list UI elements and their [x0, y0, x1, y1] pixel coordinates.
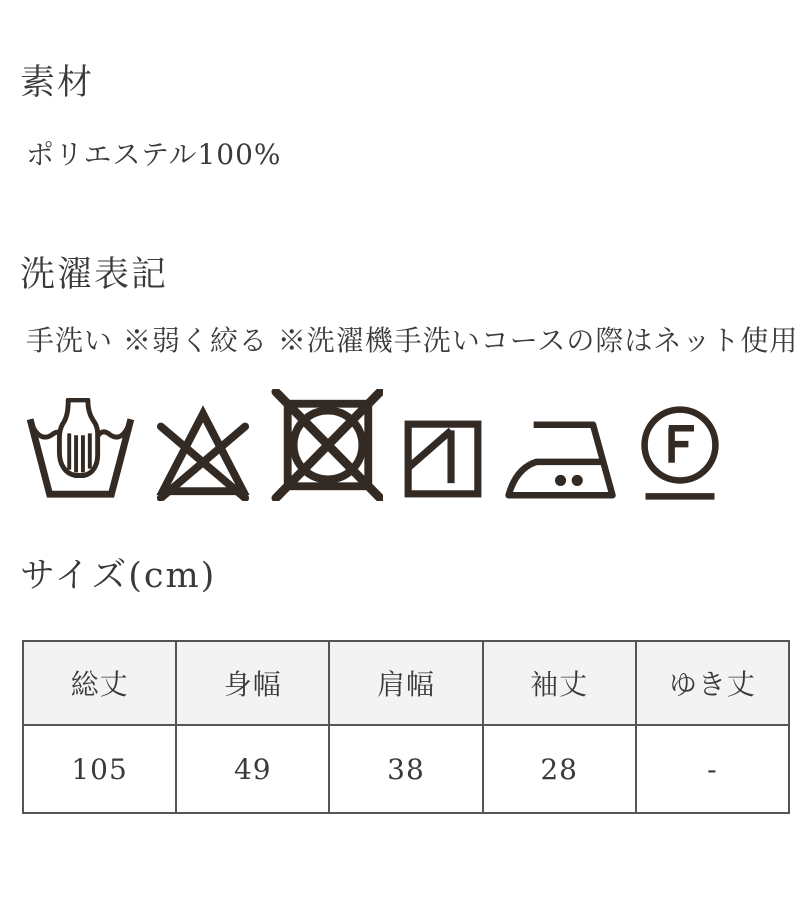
size-value-body-width: 49: [176, 725, 329, 813]
do-not-bleach-icon: [153, 403, 253, 501]
size-heading: サイズ(cm): [20, 556, 217, 597]
care-heading: 洗濯表記: [20, 254, 169, 295]
care-symbols-row: [0, 387, 800, 501]
size-col-body-width: 身幅: [176, 641, 329, 725]
size-table-header-row: [23, 641, 789, 725]
line-dry-in-shade-icon: [401, 417, 485, 501]
material-value: ポリエステル100%: [26, 138, 282, 172]
size-col-total-length: 総丈: [23, 641, 176, 725]
dry-clean-petroleum-gentle-icon: [637, 404, 723, 501]
size-col-shoulder-width: 肩幅: [329, 641, 482, 725]
size-value-sleeve-length: 28: [483, 725, 636, 813]
care-instructions: 手洗い ※弱く絞る ※洗濯機手洗いコースの際はネット使用: [26, 323, 799, 357]
size-col-sleeve-length: 袖丈: [483, 641, 636, 725]
size-col-yuki-length: ゆき丈: [636, 641, 789, 725]
size-value-yuki-length: -: [636, 725, 789, 813]
do-not-tumble-dry-icon: [271, 389, 383, 501]
material-heading: 素材: [20, 63, 95, 103]
size-value-shoulder-width: 38: [329, 725, 482, 813]
size-table-value-row: [23, 725, 789, 813]
size-value-total-length: 105: [23, 725, 176, 813]
hand-wash-icon: [25, 398, 135, 501]
size-table: [22, 640, 790, 814]
iron-medium-heat-icon: [503, 419, 619, 501]
